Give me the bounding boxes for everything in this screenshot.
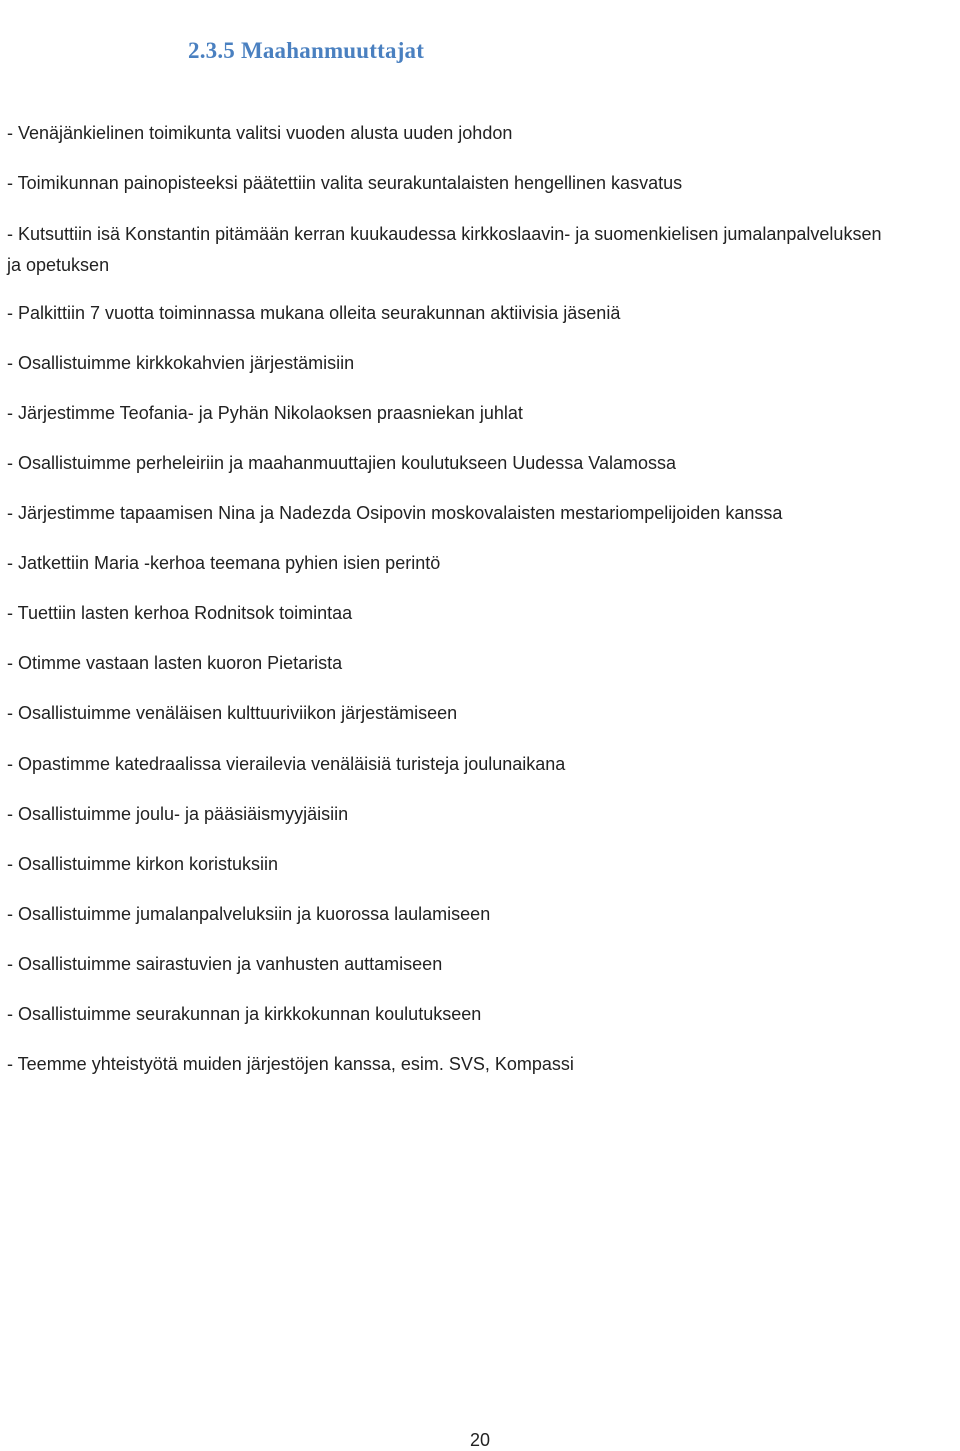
list-item: - Venäjänkielinen toimikunta valitsi vuoden alusta uuden johdon [7,123,513,143]
page-number: 20 [469,1430,491,1450]
list-item: - Toimikunnan painopisteeksi päätettiin valita seurakuntalaisten hengellinen kasvatus [7,173,683,193]
list-item: - Jatkettiin Maria -kerhoa teemana pyhien isien perintö [7,553,441,573]
list-item: - Järjestimme Teofania- ja Pyhän Nikolaoksen praasniekan juhlat [7,403,523,423]
list-item: - Opastimme katedraalissa vierailevia venäläisiä turisteja joulunaikana [7,754,566,774]
list-item: - Osallistuimme jumalanpalveluksiin ja kuorossa laulamiseen [7,904,491,924]
list-item: - Osallistuimme venäläisen kulttuuriviikon järjestämiseen [7,703,458,723]
list-item: - Kutsuttiin isä Konstantin pitämään kerran kuukaudessa kirkkoslaavin- ja suomenkielisen jumalanpalveluksen ja opetuksen [7,224,882,275]
list-item: - Otimme vastaan lasten kuoron Pietarista [7,653,343,673]
list-item: - Palkittiin 7 vuotta toiminnassa mukana olleita seurakunnan aktiivisia jäseniä [7,303,621,323]
list-item: - Osallistuimme joulu- ja pääsiäismyyjäisiin [7,804,349,824]
list-item: - Teemme yhteistyötä muiden järjestöjen kanssa, esim. SVS, Kompassi [7,1054,574,1074]
list-item: - Osallistuimme sairastuvien ja vanhusten auttamiseen [7,954,443,974]
section-heading: 2.3.5 Maahanmuuttajat [188,38,425,63]
list-item: - Osallistuimme perheleiriin ja maahanmuuttajien koulutukseen Uudessa Valamossa [7,453,676,473]
list-item: - Osallistuimme kirkkokahvien järjestämisiin [7,353,355,373]
list-item: - Osallistuimme kirkon koristuksiin [7,854,279,874]
list-item: - Järjestimme tapaamisen Nina ja Nadezda Osipovin moskovalaisten mestariompelijoiden kanssa [7,503,783,523]
list-item: - Tuettiin lasten kerhoa Rodnitsok toimintaa [7,603,353,623]
list-item: - Osallistuimme seurakunnan ja kirkkokunnan koulutukseen [7,1004,482,1024]
